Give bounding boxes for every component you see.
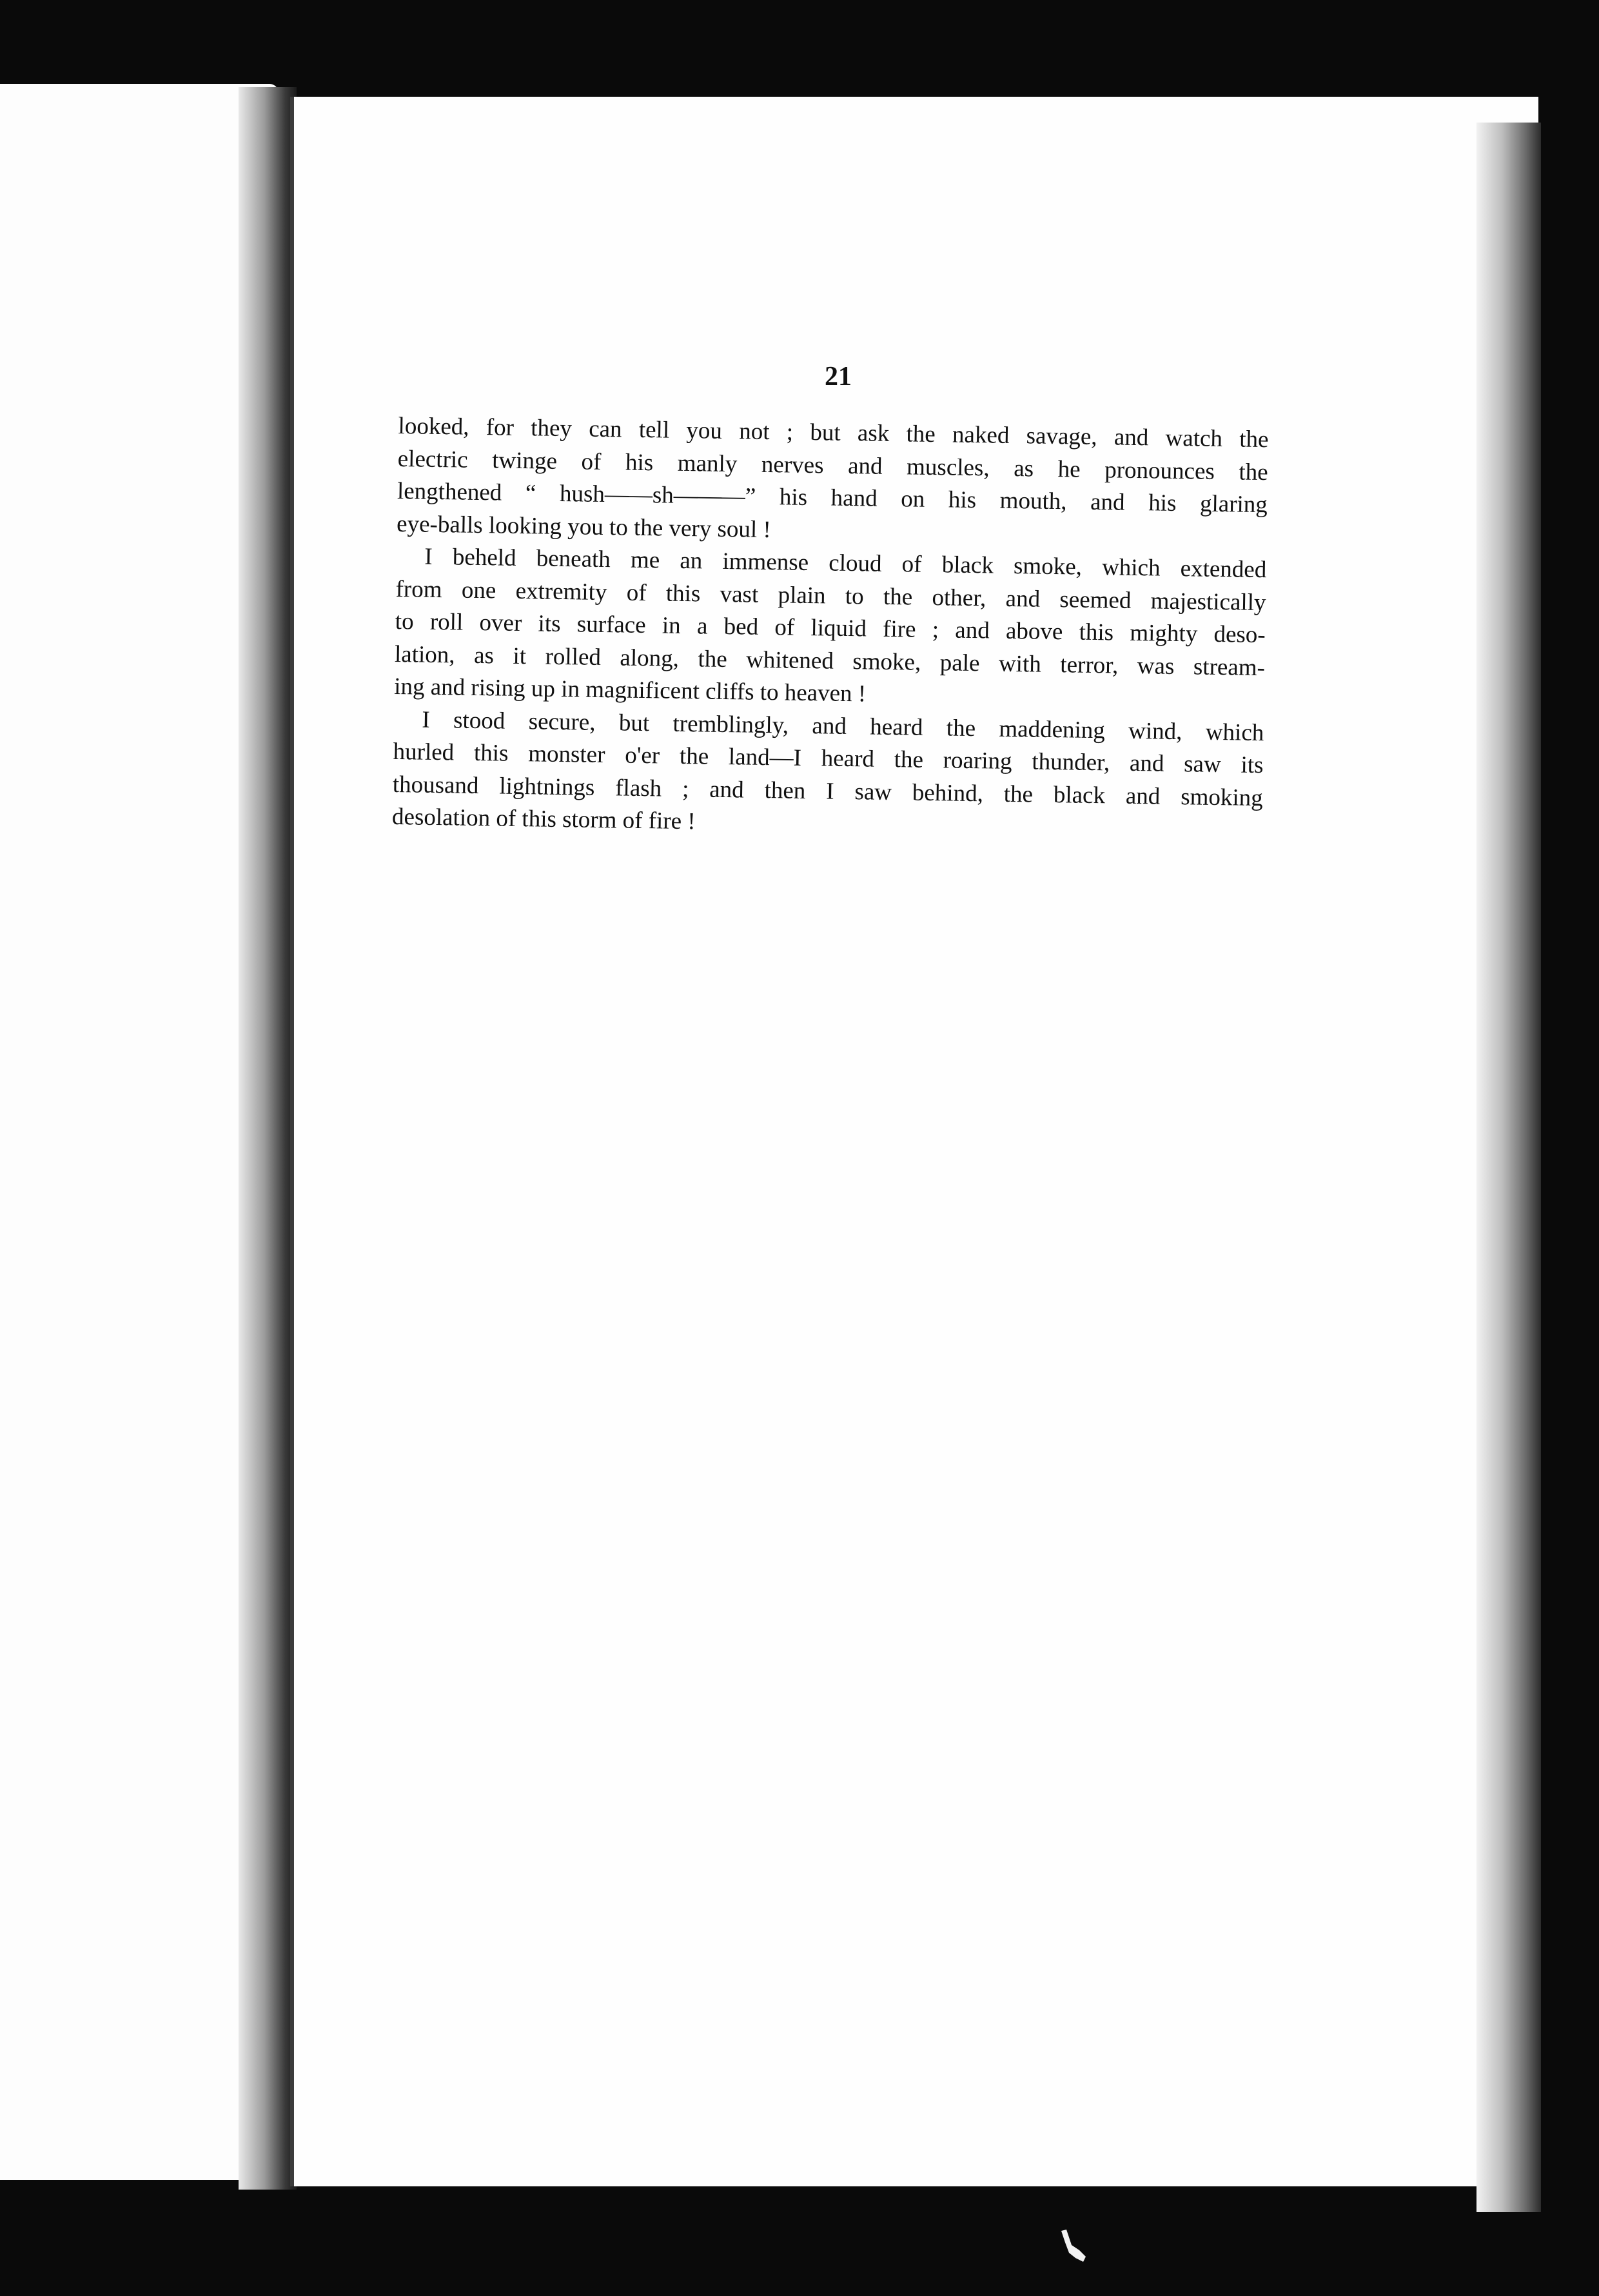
text-line: to roll over its surface in a bed of liquid fire ; and above this mighty deso- [395,608,1266,649]
book-gutter-shadow [239,87,297,2190]
text-line: lengthened “ hush——sh———” his hand on his mouth, and his glaring [397,477,1268,519]
text-line: ing and rising up in magnificent cliffs to heaven ! [393,673,867,708]
scan-artifact-icon [1057,2228,1090,2267]
text-line: desolation of this storm of fire ! [391,803,696,835]
right-page [290,97,1538,2186]
text-line: from one extremity of this vast plain to the other, and seemed majestically [395,575,1266,616]
text-line: thousand lightnings flash ; and then I saw behind, the black and smoking [392,771,1264,811]
text-line: hurled this monster o'er the land—I heard the roaring thunder, and saw its [393,738,1264,779]
left-page [0,84,279,2180]
text-line: lation, as it rolled along, the whitened smoke, pale with terror, was stream- [394,640,1266,681]
page-number: 21 [825,362,852,391]
text-line: I stood secure, but tremblingly, and heard the maddening wind, which [422,706,1264,746]
text-line: eye-balls looking you to the very soul ! [396,510,772,543]
text-line: looked, for they can tell you not ; but ask the naked savage, and watch the [398,412,1269,453]
page-edge-shadow [1476,123,1541,2212]
text-line: electric twinge of his manly nerves and muscles, as he pronounces the [397,445,1268,486]
right-page-text [392,410,1269,847]
text-line: I beheld beneath me an immense cloud of black smoke, which extended [424,543,1267,584]
